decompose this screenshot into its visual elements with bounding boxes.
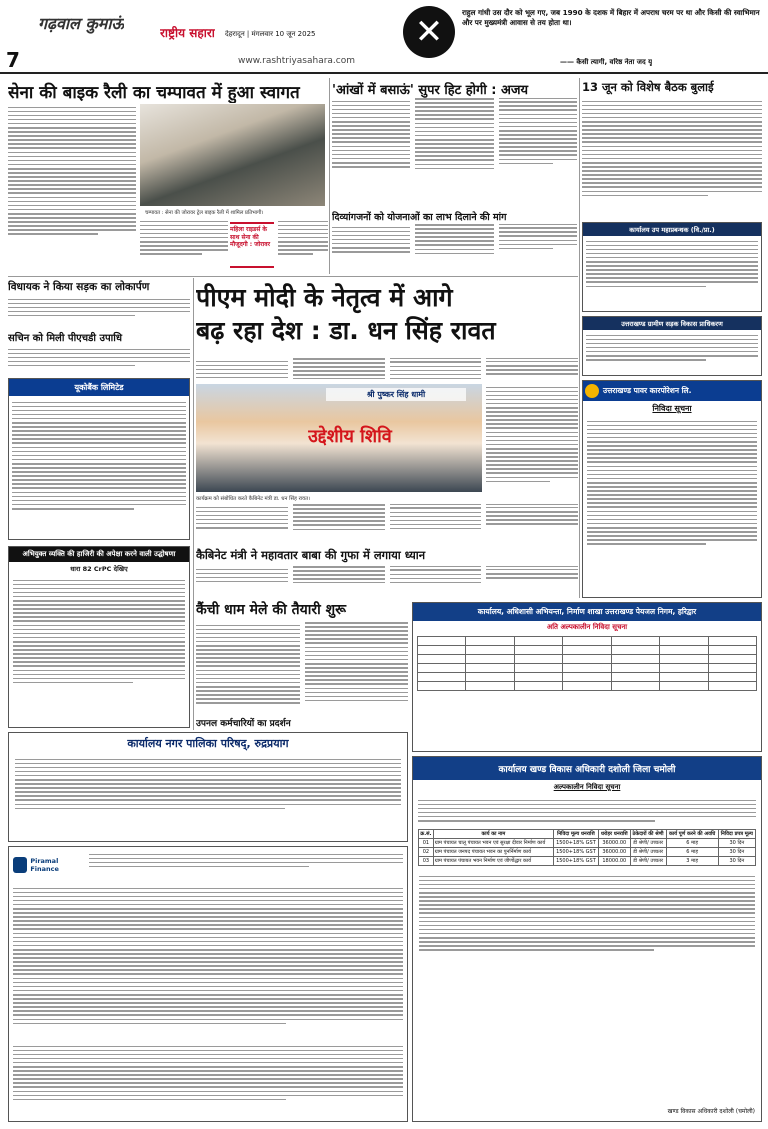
date-text: 10 जून (275, 30, 296, 38)
upcl-brand-name: उत्तराखण्ड पावर कारपोरेशन लि. (603, 386, 692, 395)
main-story-body-bottom (196, 504, 578, 544)
jal-nigam-tender-ad (412, 602, 762, 752)
dashauli-title: कार्यालय खण्ड विकास अधिकारी दशोली जिला चमोली (413, 757, 761, 780)
jal-ad-title: कार्यालय, अधिशासी अभियन्ता, निर्माण शाखा उत्तराखण्ड पेयजल निगम, हरिद्वार (413, 603, 761, 621)
col-deposit: धरोहर धनराशि (599, 830, 630, 839)
phd-body (8, 346, 190, 374)
x-logo-icon: ✕ (403, 6, 455, 58)
uco-ad-title: यूकोबैंक लिमिटेड (9, 379, 189, 396)
schemes-headline: दिव्यांगजनों को योजनाओं का लाभ दिलाने की मांग (332, 212, 507, 223)
cave-body (196, 566, 578, 596)
website-url[interactable]: www.rashtriyasahara.com (238, 56, 356, 66)
col-form: निविदा प्रपत्र मूल्य (718, 830, 755, 839)
edition-title: गढ़वाल कुमाऊं (38, 14, 125, 33)
dashauli-signoff: खण्ड विकास अधिकारी दशोली (चमोली) (667, 1108, 755, 1115)
cyber-ad-2-title: उत्तराखण्ड ग्रामीण सड़क विकास प्राधिकरण (583, 317, 761, 330)
dashauli-tender-table (418, 829, 756, 866)
kainchi-body (196, 622, 408, 728)
col-period: कार्य पूर्ण करने की अवधि (666, 830, 718, 839)
city-day: देहरादून | मंगलवार (225, 30, 273, 38)
rudraprayag-notice (8, 732, 408, 842)
june13-body (582, 98, 762, 218)
main-story-body-right (486, 384, 578, 504)
bike-rally-body-col3 (278, 218, 328, 274)
proclamation-title: अभियुक्त व्यक्ति की हाजिरी की अपेक्षा करने वाली उद्घोषणा (9, 547, 189, 562)
main-headline-line1: पीएम मोदी के नेतृत्व में आगे (196, 283, 453, 312)
table-row: 03 ग्राम पंचायत पंचायत भवन निर्माण एवं जीर्णोद्धार कार्य 1500+18% GST 18000.00 डी श्रेणी/ उच्चतर 3 माह 30 दिन (419, 857, 756, 866)
bike-rally-photo (140, 104, 325, 206)
june13-headline: 13 जून को विशेष बैठक बुलाई (582, 80, 714, 94)
col-class: ठेकेदारों की श्रेणी (630, 830, 666, 839)
upcl-tender-ad (582, 380, 762, 598)
upcl-logo-icon (585, 384, 599, 398)
quote-author: —— कैसी त्यागी, वरिष्ठ नेता जद यू (560, 58, 653, 66)
piramal-finance-ad (8, 846, 408, 1122)
jal-tender-table (417, 636, 757, 691)
upcl-tender-title: निविदा सूचना (652, 404, 692, 413)
rudraprayag-title: कार्यालय नगर पालिका परिषद्, रुद्रप्रयाग (127, 737, 289, 750)
piramal-brand: Piramal Finance (30, 857, 59, 873)
year-text: 2025 (297, 30, 316, 38)
masthead (0, 0, 768, 70)
upcl-ad-header (583, 381, 761, 401)
piramal-logo-icon (13, 857, 27, 873)
main-headline-line2: बढ़ रहा देश : डा. धन सिंह रावत (196, 316, 496, 345)
phd-headline: सचिन को मिली पीएचडी उपाधि (8, 333, 122, 344)
bike-rally-headline: सेना की बाइक रैली का चम्पावत में हुआ स्वागत (8, 83, 300, 103)
city-date (225, 30, 315, 39)
col-sno: क्र.सं. (420, 831, 432, 838)
bike-rally-body-col1 (8, 104, 136, 274)
cyber-notice-ad-2 (582, 316, 762, 376)
mahila-pullquote (230, 222, 274, 268)
road-headline: विधायक ने किया सड़क का लोकार्पण (8, 281, 150, 293)
bike-rally-caption: चम्पावत : सेना की जोरावर ट्रेल बाइक रैली में शामिल प्रतिभागी। (145, 210, 264, 216)
main-story-photo (196, 384, 482, 492)
photo-banner-text: उद्देशीय शिवि (308, 426, 392, 447)
dashauli-tender-ad (412, 756, 762, 1122)
col-work: कार्य का नाम (433, 830, 553, 839)
main-story-caption: कार्यक्रम को संबोधित करते कैबिनेट मंत्री डा. धन सिंह रावत। (196, 496, 311, 502)
dashauli-subtitle: अल्पकालीन निविदा सूचना (553, 783, 621, 791)
col-value: निविदा मूल्य धनराशि (553, 830, 598, 839)
uco-bank-ad (8, 378, 190, 540)
proclamation-ad (8, 546, 190, 728)
cyber-notice-ad-1 (582, 222, 762, 312)
cave-headline: कैबिनेट मंत्री ने महावतार बाबा की गुफा में लगाया ध्यान (196, 548, 426, 562)
ajay-headline: 'आंखों में बसाऊं' सुपर हिट होगी : अजय (332, 83, 529, 98)
header-quote: राहुल गांधी उस दौर को भूल गए, जब 1990 के दशक में बिहार में अपराध चरम पर था और किसी की स्वाभिमान और पर मुख्यमंत्री आवास से तय होता था। (462, 8, 760, 27)
piramal-logo (13, 851, 83, 879)
road-body (8, 296, 190, 326)
kainchi-headline: कैंची धाम मेले की तैयारी शुरू (196, 602, 346, 618)
table-row: 01 ग्राम पंचायत चालू पंचायत भवन एवं सुरक्षा दीवार निर्माण कार्य 1500+18% GST 36000.00 डी श्रेणी/ उच्चतर 6 माह 30 दिन (419, 839, 756, 848)
photo-banner-minister: श्री पुष्कर सिंह धामी (326, 388, 466, 401)
brand-logo: राष्ट्रीय सहारा (160, 26, 215, 40)
main-headline (196, 282, 578, 354)
jal-ad-subtitle: अति अल्पकालीन निविदा सूचना (546, 623, 628, 631)
protest-headline: उपनल कर्मचारियों का प्रदर्शन (196, 716, 408, 729)
cyber-ad-title: कार्यालय उप महाप्रबन्धक (वि./प्रा.) (583, 223, 761, 236)
page-number: 7 (6, 48, 20, 70)
mahila-quote-text: महिला राइडर्स के साथ सेना की मौजूदगी : जोरावर (230, 226, 271, 248)
schemes-body (332, 224, 577, 272)
bike-rally-body-col2 (140, 218, 228, 274)
table-row: 02 ग्राम पंचायत जनपद पंचायत भवन का पुनर्निर्माण कार्य 1500+18% GST 36000.00 डी श्रेणी/ उच्चतर 6 माह 30 दिन (419, 848, 756, 857)
ajay-body (332, 98, 577, 206)
proclamation-subtitle: धारा 82 CrPC देखिए (70, 565, 128, 573)
